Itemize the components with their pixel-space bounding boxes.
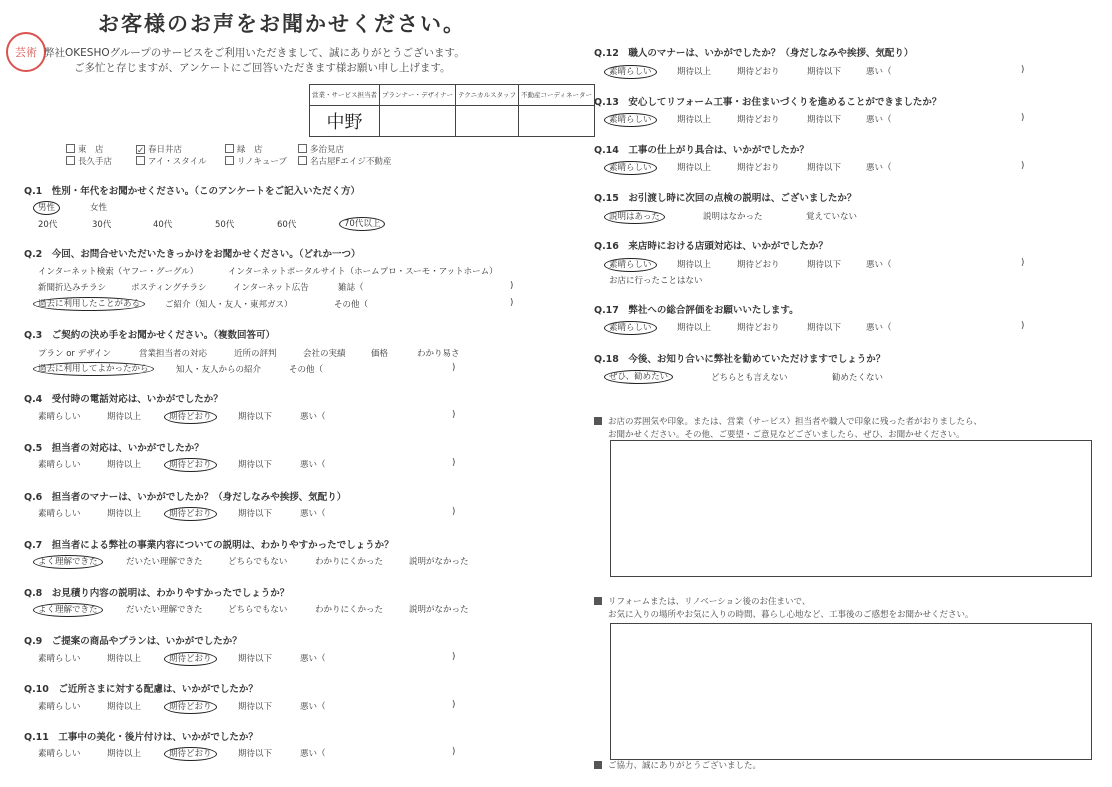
q16-opt-excellent[interactable]: 素晴らしい bbox=[609, 258, 657, 270]
q2-opt-other[interactable]: その他（ bbox=[334, 300, 369, 310]
q13-opt-excellent[interactable]: 素晴らしい bbox=[609, 113, 657, 125]
q3-title: Q.3 ご契約の決め手をお聞かせください。（複数回答可） bbox=[24, 327, 275, 341]
q2-paren-close-1: ) bbox=[510, 281, 514, 291]
q18-opt-neutral[interactable]: どちらとも言えない bbox=[711, 373, 788, 383]
q1-age-30[interactable]: 30代 bbox=[92, 220, 112, 230]
store-checkbox-midori[interactable]: 緑 店 bbox=[225, 143, 263, 155]
square-bullet-icon bbox=[594, 417, 602, 425]
q1-gender-female[interactable]: 女性 bbox=[90, 203, 108, 213]
q14-opt-bad[interactable]: 悪い（ bbox=[866, 163, 892, 173]
q17-opt-below[interactable]: 期待以下 bbox=[807, 323, 842, 333]
q14-title: Q.14 工事の仕上がり具合は、いかがでしたか？ bbox=[594, 142, 809, 156]
q13-opt-asexpected[interactable]: 期待どおり bbox=[737, 115, 780, 125]
q1-gender-male[interactable]: 男性 bbox=[38, 201, 60, 213]
q17-opt-bad[interactable]: 悪い（ bbox=[866, 323, 892, 333]
q17-paren-close: ) bbox=[1021, 321, 1025, 331]
q15-title: Q.15 お引渡し時に次回の点検の説明は、ございましたか？ bbox=[594, 190, 856, 204]
q6-title: Q.6 担当者のマナーは、いかがでしたか？（身だしなみや挨拶、気配り） bbox=[24, 489, 346, 503]
q5-opt-below[interactable]: 期待以下 bbox=[238, 460, 273, 470]
comment2-textarea[interactable] bbox=[610, 623, 1092, 760]
staff-cell-realestate[interactable] bbox=[518, 106, 594, 137]
q4-opt-excellent[interactable]: 素晴らしい bbox=[38, 412, 81, 422]
q3-opt-clarity[interactable]: わかり易さ bbox=[417, 349, 460, 359]
q14-options bbox=[609, 161, 1039, 175]
q14-opt-asexpected[interactable]: 期待どおり bbox=[737, 163, 780, 173]
q16-opt-below[interactable]: 期待以下 bbox=[807, 260, 842, 270]
footer-thanks: ご協力、誠にありがとうございました。 bbox=[594, 760, 761, 773]
q4-options bbox=[38, 410, 478, 424]
q7-opt-understood[interactable]: よく理解できた bbox=[38, 555, 103, 567]
q8-title: Q.8 お見積り内容の説明は、わかりやすかったでしょうか？ bbox=[24, 585, 289, 599]
q8-opt-neutral[interactable]: どちらでもない bbox=[228, 605, 288, 615]
staff-header-planner: プランナー・デザイナー bbox=[380, 85, 456, 106]
q4-title: Q.4 受付時の電話対応は、いかがでしたか？ bbox=[24, 391, 223, 405]
staff-header-realestate: 不動産コーディネーター bbox=[518, 85, 594, 106]
q16-opt-bad[interactable]: 悪い（ bbox=[866, 260, 892, 270]
q16-paren-close: ) bbox=[1021, 258, 1025, 268]
q11-opt-asexpected[interactable]: 期待どおり bbox=[169, 747, 217, 759]
q16-opt-asexpected[interactable]: 期待どおり bbox=[737, 260, 780, 270]
store-checkbox-istyle[interactable]: アイ・スタイル bbox=[136, 155, 207, 167]
q6-opt-bad[interactable]: 悪い（ bbox=[300, 509, 326, 519]
q3-opt-plan[interactable]: プラン or デザイン bbox=[38, 349, 112, 359]
q6-options bbox=[38, 507, 478, 521]
q11-paren-close: ) bbox=[452, 747, 456, 757]
intro-line-2: ご多忙と存じますが、アンケートにご回答いただきます様お願い申し上げます。 bbox=[74, 62, 451, 74]
q12-opt-above[interactable]: 期待以上 bbox=[677, 67, 712, 77]
intro-line-1: 弊社OKESHOグループのサービスをご利用いただきまして、誠にありがとうございます。 bbox=[44, 47, 465, 59]
q15-opt-dontremember[interactable]: 覚えていない bbox=[806, 212, 858, 222]
staff-table bbox=[309, 84, 595, 137]
store-checkbox-renocube[interactable]: リノキューブ bbox=[225, 155, 287, 167]
q6-opt-below[interactable]: 期待以下 bbox=[238, 509, 273, 519]
q1-age-50[interactable]: 50代 bbox=[215, 220, 235, 230]
q12-opt-excellent[interactable]: 素晴らしい bbox=[609, 65, 657, 77]
q12-opt-asexpected[interactable]: 期待どおり bbox=[737, 67, 780, 77]
q3-opt-friend[interactable]: 知人・友人からの紹介 bbox=[176, 365, 262, 375]
q16-options bbox=[609, 258, 1039, 272]
q3-opt-sales[interactable]: 営業担当者の対応 bbox=[139, 349, 208, 359]
q7-opt-hard[interactable]: わかりにくかった bbox=[315, 557, 384, 567]
staff-header-sales: 営業・サービス担当者 bbox=[310, 85, 380, 106]
q5-opt-above[interactable]: 期待以上 bbox=[107, 460, 142, 470]
q17-options bbox=[609, 321, 1039, 335]
q2-title: Q.2 今回、お問合せいただいたきっかけをお聞かせください。（どれか一つ） bbox=[24, 246, 361, 260]
q1-age-20[interactable]: 20代 bbox=[38, 220, 58, 230]
q8-opt-none[interactable]: 説明がなかった bbox=[409, 605, 469, 615]
q4-paren-close: ) bbox=[452, 410, 456, 420]
q8-opt-hard[interactable]: わかりにくかった bbox=[315, 605, 384, 615]
q6-opt-asexpected[interactable]: 期待どおり bbox=[169, 507, 217, 519]
q2-opt-posting[interactable]: ポスティングチラシ bbox=[131, 283, 207, 293]
q15-opt-yes[interactable]: 説明はあった bbox=[609, 210, 665, 222]
q16-title: Q.16 来店時における店頭対応は、いかがでしたか？ bbox=[594, 238, 828, 252]
q9-opt-below[interactable]: 期待以下 bbox=[238, 654, 273, 664]
q13-paren-close: ) bbox=[1021, 113, 1025, 123]
q7-options bbox=[38, 555, 478, 569]
q9-opt-excellent[interactable]: 素晴らしい bbox=[38, 654, 81, 664]
q17-opt-asexpected[interactable]: 期待どおり bbox=[737, 323, 780, 333]
q7-opt-neutral[interactable]: どちらでもない bbox=[228, 557, 288, 567]
q12-title: Q.12 職人のマナーは、いかがでしたか？（身だしなみや挨拶、気配り） bbox=[594, 45, 913, 59]
q11-opt-bad[interactable]: 悪い（ bbox=[300, 749, 326, 759]
q11-opt-excellent[interactable]: 素晴らしい bbox=[38, 749, 81, 759]
q2-opt-referral[interactable]: ご紹介（知人・友人・東邦ガス） bbox=[165, 300, 293, 310]
store-checkbox-fage[interactable]: 名古屋Fエイジ不動産 bbox=[298, 155, 391, 167]
q10-opt-asexpected[interactable]: 期待どおり bbox=[169, 700, 217, 712]
square-bullet-icon bbox=[594, 597, 602, 605]
q11-opt-above[interactable]: 期待以上 bbox=[107, 749, 142, 759]
q4-opt-asexpected[interactable]: 期待どおり bbox=[169, 410, 217, 422]
q9-opt-asexpected[interactable]: 期待どおり bbox=[169, 652, 217, 664]
square-bullet-icon bbox=[594, 761, 602, 769]
q1-age-70plus[interactable]: 70代以上 bbox=[344, 217, 385, 229]
q3-paren-close: ) bbox=[452, 363, 456, 373]
q3-opt-reputation[interactable]: 近所の評判 bbox=[234, 349, 277, 359]
q8-options bbox=[38, 603, 478, 617]
q11-opt-below[interactable]: 期待以下 bbox=[238, 749, 273, 759]
q11-options bbox=[38, 747, 478, 761]
store-checkbox-tajimi[interactable]: 多治見店 bbox=[298, 143, 344, 155]
q5-opt-asexpected[interactable]: 期待どおり bbox=[169, 458, 217, 470]
q13-title: Q.13 安心してリフォーム工事・お住まいづくりを進めることができましたか？ bbox=[594, 94, 941, 108]
q3-opt-price[interactable]: 価格 bbox=[371, 349, 389, 359]
q3-opt-repeat[interactable]: 過去に利用してよかったから bbox=[38, 362, 154, 374]
q4-opt-below[interactable]: 期待以下 bbox=[238, 412, 273, 422]
q18-title: Q.18 今後、お知り合いに弊社を勧めていただけますでしょうか？ bbox=[594, 351, 885, 365]
q11-title: Q.11 工事中の美化・後片付けは、いかがでしたか？ bbox=[24, 729, 258, 743]
q13-opt-below[interactable]: 期待以下 bbox=[807, 115, 842, 125]
q5-opt-excellent[interactable]: 素晴らしい bbox=[38, 460, 81, 470]
comment2-prompt: リフォームまたは、リノベーション後のお住まいで、 お気に入りの場所やお気に入りの時間、暮らし心地など、工事後のご感想をお聞かせください。 bbox=[594, 596, 974, 622]
page-title: お客様のお声をお聞かせください。 bbox=[98, 12, 466, 36]
q3-opt-other[interactable]: その他（ bbox=[289, 365, 324, 375]
q17-opt-above[interactable]: 期待以上 bbox=[677, 323, 712, 333]
q2-opt-netad[interactable]: インターネット広告 bbox=[233, 283, 309, 293]
q6-paren-close: ) bbox=[452, 507, 456, 517]
q5-title: Q.5 担当者の対応は、いかがでしたか？ bbox=[24, 440, 204, 454]
q10-title: Q.10 ご近所さまに対する配慮は、いかがでしたか？ bbox=[24, 681, 258, 695]
staff-signature: 中野 bbox=[326, 112, 363, 133]
q18-opt-not-recommend[interactable]: 勧めたくない bbox=[832, 373, 884, 383]
q4-opt-above[interactable]: 期待以上 bbox=[107, 412, 142, 422]
q5-options bbox=[38, 458, 478, 472]
q14-opt-excellent[interactable]: 素晴らしい bbox=[609, 161, 657, 173]
q13-opt-bad[interactable]: 悪い（ bbox=[866, 115, 892, 125]
q6-opt-excellent[interactable]: 素晴らしい bbox=[38, 509, 81, 519]
q3-opt-record[interactable]: 会社の実績 bbox=[303, 349, 346, 359]
comment1-textarea[interactable] bbox=[610, 440, 1092, 577]
q12-opt-bad[interactable]: 悪い（ bbox=[866, 67, 892, 77]
q16-opt-never-visited[interactable]: お店に行ったことはない bbox=[609, 276, 703, 286]
q6-opt-above[interactable]: 期待以上 bbox=[107, 509, 142, 519]
q10-opt-bad[interactable]: 悪い（ bbox=[300, 702, 326, 712]
q7-title: Q.7 担当者による弊社の事業内容についての説明は、わかりやすかったでしょうか？ bbox=[24, 537, 394, 551]
q12-paren-close: ) bbox=[1021, 65, 1025, 75]
q2-opt-newspaper[interactable]: 新聞折込みチラシ bbox=[38, 283, 107, 293]
q15-opt-no[interactable]: 説明はなかった bbox=[703, 212, 763, 222]
staff-header-technical: テクニカルスタッフ bbox=[456, 85, 519, 106]
q16-opt-above[interactable]: 期待以上 bbox=[677, 260, 712, 270]
q10-opt-excellent[interactable]: 素晴らしい bbox=[38, 702, 81, 712]
q2-opt-magazine[interactable]: 雑誌（ bbox=[338, 283, 364, 293]
q12-opt-below[interactable]: 期待以下 bbox=[807, 67, 842, 77]
q17-opt-excellent[interactable]: 素晴らしい bbox=[609, 321, 657, 333]
q9-opt-above[interactable]: 期待以上 bbox=[107, 654, 142, 664]
q9-options bbox=[38, 652, 478, 666]
store-checkbox-nagakute[interactable]: 長久手店 bbox=[66, 155, 112, 167]
q14-paren-close: ) bbox=[1021, 161, 1025, 171]
q10-paren-close: ) bbox=[452, 700, 456, 710]
staff-cell-technical[interactable] bbox=[456, 106, 519, 137]
comment1-prompt: お店の雰囲気や印象。または、営業（サービス）担当者や職人で印象に残った者がおりましたら、 お聞かせください。その他、ご要望・ご意見などございましたら、ぜひ、お聞かせください。 bbox=[594, 416, 982, 442]
q9-opt-bad[interactable]: 悪い（ bbox=[300, 654, 326, 664]
q9-paren-close: ) bbox=[452, 652, 456, 662]
q2-opt-portal[interactable]: インターネットポータルサイト（ホームプロ・スーモ・アットホーム） bbox=[228, 267, 498, 277]
q2-opt-repeat[interactable]: 過去に利用したことがある bbox=[38, 297, 145, 309]
q2-paren-close-2: ) bbox=[510, 298, 514, 308]
q1-age-60[interactable]: 60代 bbox=[277, 220, 297, 230]
q1-age-40[interactable]: 40代 bbox=[153, 220, 173, 230]
seal-stamp: 芸術 bbox=[6, 32, 46, 72]
q7-opt-none[interactable]: 説明がなかった bbox=[409, 557, 469, 567]
store-checkbox-kasugai[interactable]: ✓ 春日井店 bbox=[137, 145, 183, 156]
q9-title: Q.9 ご提案の商品やプランは、いかがでしたか？ bbox=[24, 633, 242, 647]
q12-options bbox=[609, 65, 1039, 79]
q14-opt-below[interactable]: 期待以下 bbox=[807, 163, 842, 173]
q10-options bbox=[38, 700, 478, 714]
q14-opt-above[interactable]: 期待以上 bbox=[677, 163, 712, 173]
store-checkbox-higashi[interactable]: 東 店 bbox=[66, 143, 104, 155]
q5-paren-close: ) bbox=[452, 458, 456, 468]
q17-title: Q.17 弊社への総合評価をお願いいたします。 bbox=[594, 302, 799, 316]
q1-title: Q.1 性別・年代をお聞かせください。（このアンケートをご記入いただく方） bbox=[24, 183, 360, 197]
q13-opt-above[interactable]: 期待以上 bbox=[677, 115, 712, 125]
q8-opt-mostly[interactable]: だいたい理解できた bbox=[126, 605, 203, 615]
q7-opt-mostly[interactable]: だいたい理解できた bbox=[126, 557, 203, 567]
q18-opt-recommend[interactable]: ぜひ、勧めたい bbox=[609, 370, 673, 382]
q10-opt-above[interactable]: 期待以上 bbox=[107, 702, 142, 712]
q10-opt-below[interactable]: 期待以下 bbox=[238, 702, 273, 712]
staff-cell-planner[interactable] bbox=[380, 106, 456, 137]
q2-opt-search[interactable]: インターネット検索（ヤフー・グーグル） bbox=[38, 267, 199, 277]
q13-options bbox=[609, 113, 1039, 127]
q5-opt-bad[interactable]: 悪い（ bbox=[300, 460, 326, 470]
q4-opt-bad[interactable]: 悪い（ bbox=[300, 412, 326, 422]
q8-opt-understood[interactable]: よく理解できた bbox=[38, 603, 103, 615]
